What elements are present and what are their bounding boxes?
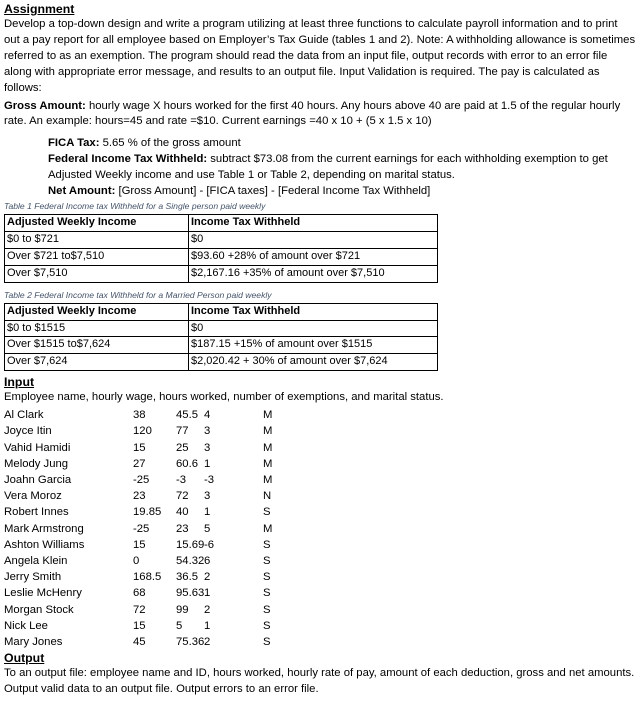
table-cell: $0 bbox=[189, 231, 438, 248]
list-item bbox=[4, 538, 636, 554]
gross-amount-text: hourly wage X hours worked for the first 40 hours. Any hours above 40 are paid at 1.5 of the regular hourly rate. An example: hours=45 and rate =$10. Current earnings =40 x 10 + (5 x 1.5 x 10) bbox=[4, 99, 621, 128]
employee-marital-status: M bbox=[263, 457, 273, 470]
employee-marital-status: M bbox=[263, 425, 273, 438]
table-cell: $0 bbox=[189, 320, 438, 337]
table-header-cell: Income Tax Withheld bbox=[189, 214, 438, 231]
net-amount-text: [Gross Amount] - [FICA taxes] - [Federal Income Tax Withheld] bbox=[115, 185, 431, 198]
employee-exemptions: 5 bbox=[204, 522, 211, 535]
employee-list bbox=[4, 408, 636, 651]
employee-marital-status: S bbox=[263, 571, 271, 584]
employee-wage: 38 bbox=[133, 409, 146, 422]
employee-name: Mark Armstrong bbox=[4, 522, 84, 535]
list-item bbox=[4, 602, 636, 618]
employee-hours: 36.5 bbox=[176, 571, 198, 584]
employee-hours: 95.63 bbox=[176, 587, 205, 600]
list-item bbox=[4, 635, 636, 651]
employee-wage: 27 bbox=[133, 457, 146, 470]
table-header-row bbox=[5, 303, 438, 320]
employee-exemptions: 1 bbox=[204, 457, 211, 470]
fica-tax-line bbox=[4, 136, 636, 152]
table-cell: $0 to $1515 bbox=[5, 320, 189, 337]
table-row bbox=[5, 265, 438, 282]
employee-marital-status: S bbox=[263, 538, 271, 551]
output-description: To an output file: employee name and ID, hours worked, hourly rate of pay, amount of each deduction, gross and net amounts. Output valid data to an output file. Output errors to an error file. bbox=[4, 666, 635, 695]
employee-hours: 23 bbox=[176, 522, 189, 535]
list-item bbox=[4, 554, 636, 570]
gross-amount-label: Gross Amount: bbox=[4, 99, 86, 112]
employee-marital-status: S bbox=[263, 587, 271, 600]
table-cell: Over $7,624 bbox=[5, 354, 189, 371]
employee-hours: 45.5 bbox=[176, 409, 198, 422]
table-row bbox=[5, 320, 438, 337]
employee-name: Melody Jung bbox=[4, 457, 69, 470]
federal-tax-text: subtract $73.08 from the current earnings for each withholding exemption to get Adjusted Weekly income and use Table 1 or Table 2, depending on marital status. bbox=[48, 153, 608, 182]
list-item bbox=[4, 441, 636, 457]
table-cell: Over $721 to$7,510 bbox=[5, 248, 189, 265]
employee-exemptions: 2 bbox=[204, 571, 211, 584]
list-item bbox=[4, 505, 636, 521]
table1-caption: Table 1 Federal Income tax Withheld for a Single person paid weekly bbox=[4, 200, 266, 211]
table-row bbox=[5, 248, 438, 265]
employee-wage: 15 bbox=[133, 441, 146, 454]
employee-wage: 23 bbox=[133, 490, 146, 503]
table-cell: $93.60 +28% of amount over $721 bbox=[189, 248, 438, 265]
employee-hours: -3 bbox=[176, 474, 187, 487]
employee-name: Nick Lee bbox=[4, 619, 48, 632]
table2-caption: Table 2 Federal Income tax Withheld for a Married Person paid weekly bbox=[4, 289, 272, 300]
employee-exemptions: 1 bbox=[204, 506, 211, 519]
employee-name: Jerry Smith bbox=[4, 571, 62, 584]
list-item bbox=[4, 619, 636, 635]
assignment-intro: Develop a top-down design and write a program utilizing at least three functions to calculate payroll information and to print out a pay report for all employee based on Employer’s Tax Guide (tables 1 and 2). Note: A withholding allowance is sometimes referred to as an exemption. The program should read the data from an input file, output records with error to an error file along with appropriate error message, and results to an output file. Input Validation is required. The pay is calculated as follows: bbox=[4, 18, 636, 94]
employee-marital-status: S bbox=[263, 506, 271, 519]
net-amount-label: Net Amount: bbox=[48, 185, 116, 198]
employee-exemptions: 4 bbox=[204, 409, 211, 422]
list-item bbox=[4, 408, 636, 424]
employee-marital-status: S bbox=[263, 635, 271, 648]
table-header-cell: Income Tax Withheld bbox=[189, 303, 438, 320]
employee-name: Joyce Itin bbox=[4, 425, 52, 438]
employee-hours: 77 bbox=[176, 425, 189, 438]
table-row bbox=[5, 337, 438, 354]
employee-wage: 120 bbox=[133, 425, 152, 438]
employee-exemptions: 3 bbox=[204, 490, 211, 503]
employee-wage: 15 bbox=[133, 538, 146, 551]
table-cell: $2,020.42 + 30% of amount over $7,624 bbox=[189, 354, 438, 371]
employee-marital-status: S bbox=[263, 554, 271, 567]
table-header-cell: Adjusted Weekly Income bbox=[5, 303, 189, 320]
fica-tax-text: 5.65 % of the gross amount bbox=[99, 137, 241, 150]
employee-exemptions: 2 bbox=[204, 603, 211, 616]
employee-wage: 19.85 bbox=[133, 506, 162, 519]
employee-marital-status: M bbox=[263, 441, 273, 454]
employee-wage: 45 bbox=[133, 635, 146, 648]
employee-name: Leslie McHenry bbox=[4, 587, 82, 600]
employee-hours: 15.69 bbox=[176, 538, 205, 551]
list-item bbox=[4, 570, 636, 586]
employee-name: Ashton Williams bbox=[4, 538, 85, 551]
employee-name: Joahn Garcia bbox=[4, 474, 72, 487]
employee-hours: 60.6 bbox=[176, 457, 198, 470]
list-item bbox=[4, 521, 636, 537]
employee-hours: 75.36 bbox=[176, 635, 205, 648]
employee-marital-status: S bbox=[263, 603, 271, 616]
employee-wage: 168.5 bbox=[133, 571, 162, 584]
employee-name: Angela Klein bbox=[4, 554, 68, 567]
table-header-cell: Adjusted Weekly Income bbox=[5, 214, 189, 231]
employee-hours: 72 bbox=[176, 490, 189, 503]
list-item bbox=[4, 489, 636, 505]
table-cell: $2,167.16 +35% of amount over $7,510 bbox=[189, 265, 438, 282]
table-header-row bbox=[5, 214, 438, 231]
employee-marital-status: S bbox=[263, 619, 271, 632]
employee-name: Robert Innes bbox=[4, 506, 69, 519]
employee-exemptions: 3 bbox=[204, 441, 211, 454]
list-item bbox=[4, 424, 636, 440]
assignment-heading: Assignment bbox=[4, 2, 75, 16]
employee-name: Morgan Stock bbox=[4, 603, 74, 616]
gross-amount-paragraph bbox=[4, 99, 636, 131]
table2-married-withholding bbox=[4, 303, 438, 372]
employee-exemptions: 1 bbox=[204, 619, 211, 632]
input-heading: Input bbox=[4, 375, 35, 390]
employee-marital-status: M bbox=[263, 409, 273, 422]
table-cell: Over $1515 to$7,624 bbox=[5, 337, 189, 354]
employee-name: Vera Moroz bbox=[4, 490, 62, 503]
list-item bbox=[4, 473, 636, 489]
input-description: Employee name, hourly wage, hours worked, number of exemptions, and marital status. bbox=[4, 391, 444, 404]
table-row bbox=[5, 231, 438, 248]
net-amount-line bbox=[4, 184, 636, 200]
table-cell: $187.15 +15% of amount over $1515 bbox=[189, 337, 438, 354]
employee-exemptions: -6 bbox=[204, 538, 215, 551]
employee-name: Al Clark bbox=[4, 409, 44, 422]
employee-hours: 5 bbox=[176, 619, 183, 632]
employee-wage: 72 bbox=[133, 603, 146, 616]
table-row bbox=[5, 354, 438, 371]
employee-exemptions: -3 bbox=[204, 474, 215, 487]
employee-hours: 40 bbox=[176, 506, 189, 519]
employee-hours: 99 bbox=[176, 603, 189, 616]
table-cell: Over $7,510 bbox=[5, 265, 189, 282]
employee-wage: -25 bbox=[133, 474, 150, 487]
federal-tax-line bbox=[4, 152, 636, 184]
federal-tax-label: Federal Income Tax Withheld: bbox=[48, 153, 208, 166]
employee-exemptions: 6 bbox=[204, 554, 211, 567]
employee-exemptions: 2 bbox=[204, 635, 211, 648]
employee-wage: 68 bbox=[133, 587, 146, 600]
employee-marital-status: N bbox=[263, 490, 272, 503]
assignment-document bbox=[4, 2, 636, 698]
employee-marital-status: M bbox=[263, 522, 273, 535]
employee-hours: 25 bbox=[176, 441, 189, 454]
employee-marital-status: M bbox=[263, 474, 273, 487]
employee-exemptions: 1 bbox=[204, 587, 211, 600]
list-item bbox=[4, 457, 636, 473]
list-item bbox=[4, 586, 636, 602]
employee-exemptions: 3 bbox=[204, 425, 211, 438]
employee-wage: 15 bbox=[133, 619, 146, 632]
employee-wage: 0 bbox=[133, 554, 140, 567]
fica-tax-label: FICA Tax: bbox=[48, 137, 100, 150]
output-heading: Output bbox=[4, 650, 45, 665]
employee-name: Vahid Hamidi bbox=[4, 441, 71, 454]
employee-hours: 54.32 bbox=[176, 554, 205, 567]
employee-name: Mary Jones bbox=[4, 635, 63, 648]
table-cell: $0 to $721 bbox=[5, 231, 189, 248]
employee-wage: -25 bbox=[133, 522, 150, 535]
table1-single-withholding bbox=[4, 214, 438, 283]
